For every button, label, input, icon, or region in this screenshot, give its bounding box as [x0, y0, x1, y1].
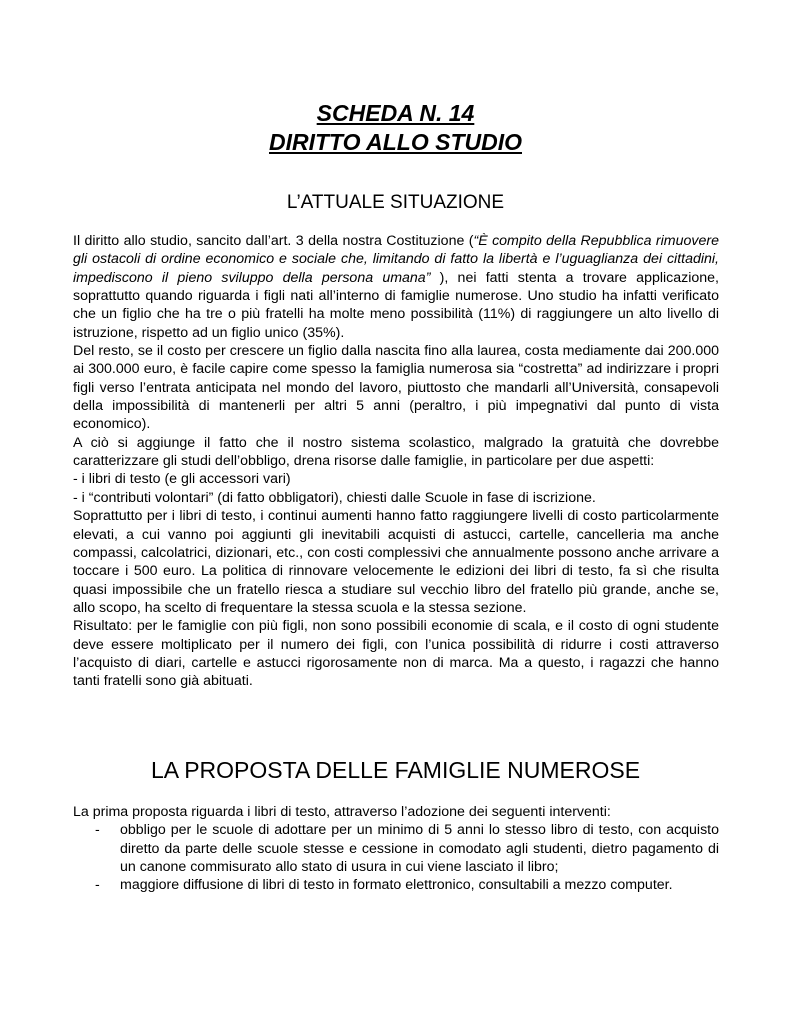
- section2-heading: LA PROPOSTA DELLE FAMIGLIE NUMEROSE: [150, 757, 641, 783]
- section1-body: [73, 232, 719, 691]
- proposal-list: [73, 821, 719, 894]
- paragraph-7: Risultato: per le famiglie con più figli, non sono possibili economie di scala, e il costo di ogni studente deve essere moltiplicato per il numero dei figli, con l’unica possibilità di ridurre i costi attraverso l’acquisto di diari, cartelle e astucci rigorosamente non di marca. Ma a questo, i ragazzi che hanno tanti fratelli sono già abituati.: [73, 618, 719, 690]
- list-item: [73, 876, 719, 894]
- paragraph-1-text-b: ), nei fatti stenta a trovare applicazione, soprattutto quando riguarda i figli nati all’interno di famiglie numerose. Uno studio ha infatti verificato che un figlio che ha tre o più fratelli ha molte meno possibilità (11%) di raggiungere un alto livello di istruzione, rispetto ad un figlio unico (35%).: [73, 269, 719, 341]
- bullet-dash: -: [95, 822, 100, 839]
- section1-heading: L’ATTUALE SITUAZIONE: [286, 192, 505, 213]
- proposal-intro: La prima proposta riguarda i libri di testo, attraverso l’adozione dei seguenti interventi:: [73, 804, 611, 820]
- paragraph-4: - i libri di testo (e gli accessori vari): [73, 471, 291, 488]
- paragraph-3: A ciò si aggiunge il fatto che il nostro sistema scolastico, malgrado la gratuità che dovrebbe caratterizzare gli studi dell’obbligo, drena risorse dalle famiglie, in particolare per due aspetti:: [73, 434, 719, 470]
- list-item-text: obbligo per le scuole di adottare per un minimo di 5 anni lo stesso libro di testo, con acquisto diretto da parte delle scuole stesse e cessione in comodato agli studenti, dietro pagamento di un canone commisurato allo stato di usura in cui viene lasciato il libro;: [120, 822, 719, 876]
- paragraph-5: - i “contributi volontari” (di fatto obbligatori), chiesti dalle Scuole in fase di iscrizione.: [73, 489, 596, 506]
- paragraph-2: Del resto, se il costo per crescere un figlio dalla nascita fino alla laurea, costa mediamente dai 200.000 ai 300.000 euro, è facile capire come spesso la famiglia numerosa sia “costretta” ad indirizzare i propri figli verso l’entrata anticipata nel mondo del lavoro, piuttosto che mandarli all’Università, consapevoli della impossibilità di mantenerli per altri 5 anni (peraltro, i più impegnativi dal punto di vista economico).: [73, 343, 719, 433]
- list-item-text: maggiore diffusione di libri di testo in formato elettronico, consultabili a mezzo computer.: [120, 877, 673, 894]
- list-item: [73, 821, 719, 876]
- bullet-dash: -: [95, 877, 100, 894]
- paragraph-6: Soprattutto per i libri di testo, i continui aumenti hanno fatto raggiungere livelli di costo particolarmente elevati, a cui vanno poi aggiunti gli inevitabili acquisti di astucci, cartelle, cancelleria ma anche compassi, calcolatrici, dizionari, etc., con costi complessivi che annualmente possono anche arrivare a toccare i 500 euro. La politica di rinnovare velocemente le edizioni dei libri di testo, fa sì che risulta quasi impossibile che un fratello riesca a studiare sul vecchio libro del fratello più grande, anche se, allo scopo, ha scelto di frequentare la stessa scuola e la stessa sezione.: [73, 508, 719, 616]
- document-subtitle: DIRITTO ALLO STUDIO: [269, 129, 522, 155]
- section2-body: [73, 803, 719, 895]
- constitution-quote: “È compito della Repubblica rimuovere gli ostacoli di ordine economico e sociale che, limitando di fatto la libertà e l’uguaglianza dei cittadini, impediscono il pieno sviluppo della persona umana”: [73, 233, 719, 286]
- document-title: SCHEDA N. 14: [316, 100, 475, 126]
- paragraph-1-text-a: Il diritto allo studio, sancito dall’art. 3 della nostra Costituzione (: [73, 233, 474, 249]
- paragraph-1: [73, 232, 719, 342]
